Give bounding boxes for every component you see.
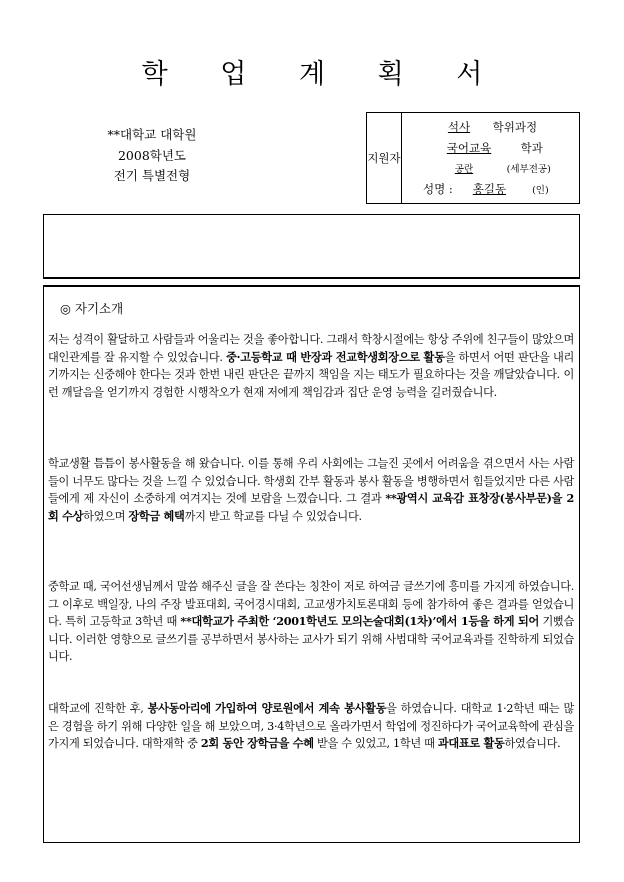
paragraph-run: 학교생활 틈틈이 봉사활동을 해 왔습니다. 이를 통해 우리 사회에는 그늘진 곳에서 어려움을 겪으면서 사는 사람들이 너무도 많다는 것을 느낄 수 있었습니다. 학생회 간부 활동과 봉사 활동을 병행하면서 힘들었지만 다른 사람들에게 제 자신이 소중하게 여겨지는 것에 보람을 느꼈습니다. 그 결과 <box>48 457 574 506</box>
paragraph-run: 저는 성격이 활달하고 사람들과 어울리는 것을 좋아합니다. 그래서 학창시절에는 항상 주위에 친구들이 많았으며 대인관계를 잘 유지할 수 있었습니다. <box>48 333 574 364</box>
document-title: 학 업 계 획 서 <box>141 59 505 90</box>
paragraph-run: 하였습니다. <box>504 737 561 751</box>
paragraph-run: 까지 받고 학교를 다닐 수 있었습니다. <box>184 509 362 523</box>
applicant-box <box>366 112 580 204</box>
applicant-label: 지원자 <box>367 113 402 203</box>
paragraph-run: 을 하면서 어떤 판단을 내리기까지는 신중해야 한다는 것과 한번 내린 판단은 끝까지 책임을 지는 태도가 필요하다는 것을 깨달았습니다. 이런 깨달음을 얻기까지 경험한 시행착오가 현재 저에게 책임감과 집단 운영 능력을 길러줬습니다. <box>48 350 574 399</box>
paragraph-run: 장학금 혜택 <box>128 508 185 523</box>
paragraph-run: 중·고등학교 때 반장과 전교학생회장으로 활동 <box>226 349 445 364</box>
department-value: 국어교육 <box>446 141 492 155</box>
section-heading: ◎ 자기소개 <box>60 301 124 316</box>
paragraph-run: 대학교에 진학한 후, <box>48 702 148 715</box>
paragraph-run: 중학교 때, 국어선생님께서 말씀 해주신 글을 잘 쓴다는 칭찬이 저로 하여금 글쓰기에 흥미를 가지게 하였습니다. 그 이후로 백일장, 나의 주장 발표대회, 국어경시대회, 고교생가치토론대회 등에 참가하여 좋은 결과를 얻었습니다. 특히 고등학교 3학년 때 <box>48 580 574 629</box>
department-suffix: 학과 <box>520 141 543 155</box>
paragraph-3 <box>48 578 574 666</box>
paragraph-run: **대학교가 주최한 ‘2001학년도 모의논술대회(1차)’에서 1등을 하게 되어 <box>180 614 540 629</box>
blank-box <box>43 214 580 279</box>
department-line <box>429 140 543 156</box>
institution-line-1: **대학교 대학원 <box>107 127 197 142</box>
paragraph-1 <box>48 331 574 401</box>
major-line <box>429 161 551 175</box>
major-value: 공란 <box>454 164 474 175</box>
degree-suffix: 학위과정 <box>492 120 538 134</box>
paragraph-run: **광역시 교육감 표창장(봉사부문)을 2회 수상 <box>48 491 574 523</box>
seal-mark: (인) <box>532 185 549 196</box>
paragraph-run: 과대표로 활동 <box>437 736 505 751</box>
name-value: 홍길동 <box>472 182 507 196</box>
paragraph-run: 봉사동아리에 가입하여 양로원에서 계속 봉사활동 <box>147 701 387 715</box>
institution-line-2: 2008학년도 <box>117 148 187 163</box>
paragraph-run: 2회 동안 장학금을 수혜 <box>200 736 314 751</box>
paragraph-2 <box>48 455 574 525</box>
paragraph-run: 을 하였습니다. 대학교 1·2학년 때는 많은 경험을 하기 위해 다양한 일을 해 보았으며, 3·4학년으로 올라가면서 학업에 정진하다가 국어교육학에 관심을 가지게 되었습니다. 대학재학 중 <box>48 702 574 751</box>
name-line <box>423 181 549 197</box>
institution-line-3: 전기 특별전형 <box>113 168 191 183</box>
paragraph-run: 기뻤습니다. 이러한 영향으로 글쓰기를 공부하면서 봉사하는 교사가 되기 위해 사범대학 국어교육과를 진학하게 되었습니다. <box>48 615 574 664</box>
name-label: 성명 : <box>423 182 453 196</box>
degree-value: 석사 <box>447 120 471 134</box>
paragraph-run: 받을 수 있었고, 1학년 때 <box>313 737 438 751</box>
major-suffix: (세부전공) <box>506 164 551 175</box>
paragraph-run: 하였으며 <box>83 509 129 523</box>
paragraph-4 <box>48 700 574 753</box>
degree-line <box>429 119 537 135</box>
